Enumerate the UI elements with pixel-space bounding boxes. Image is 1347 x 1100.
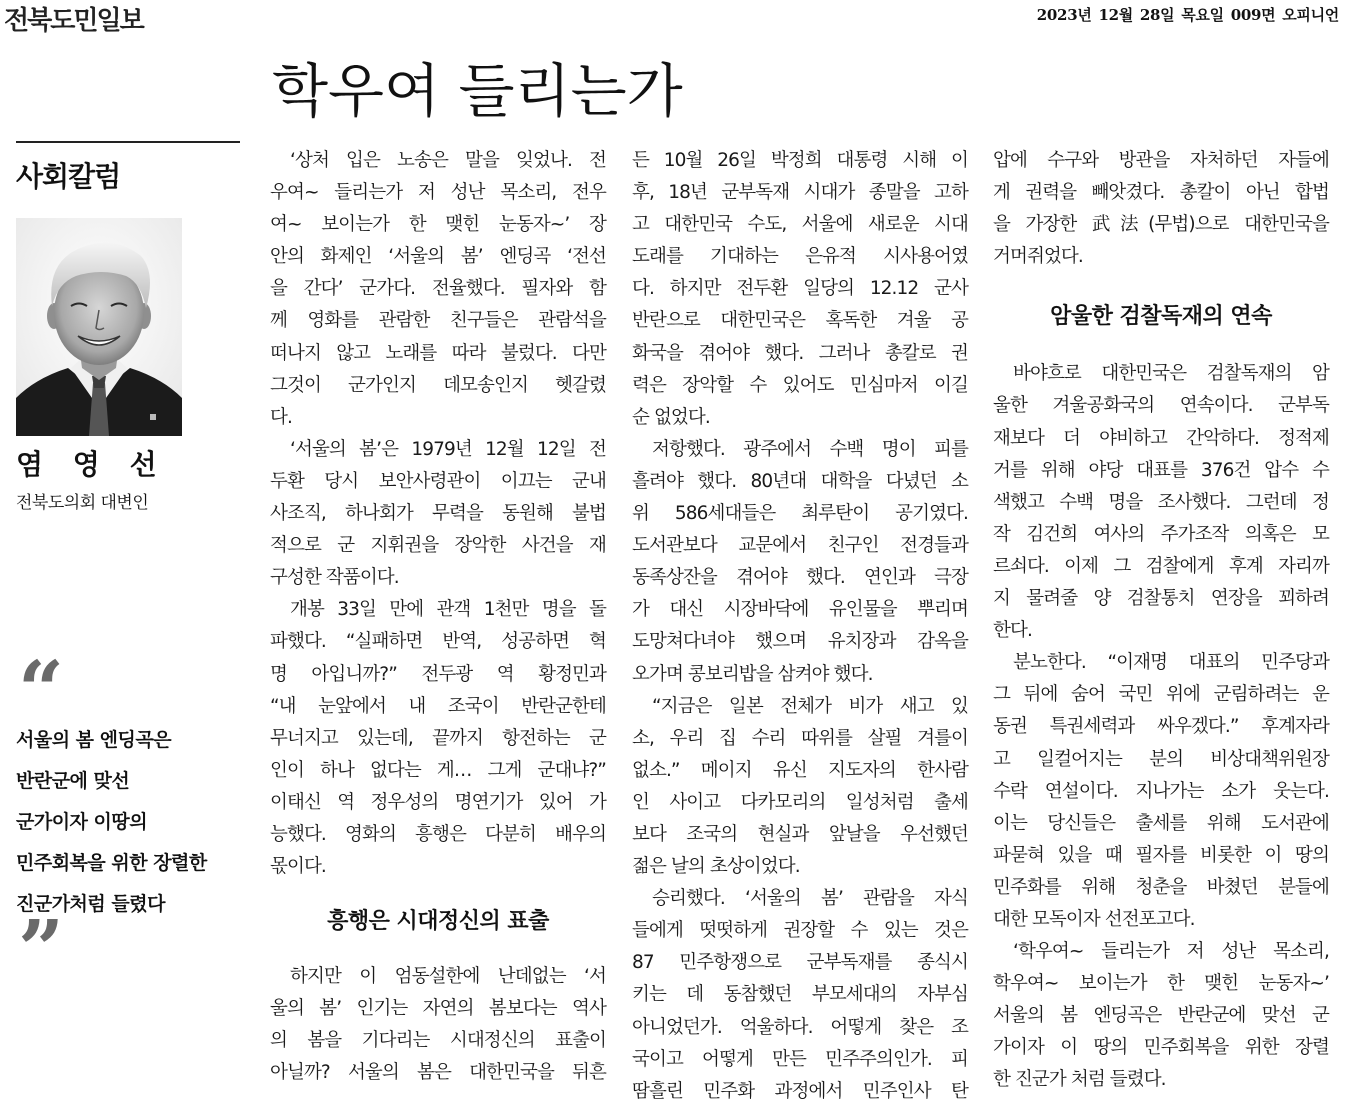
body-line: 능했다. 영화의 흥행은 다분히 배우의 <box>270 823 606 845</box>
body-line: 도래를 기대하는 은유적 시사용어였 <box>632 246 968 268</box>
body-line: 두환 당시 보안사령관이 이끄는 군내 <box>270 470 606 492</box>
body-line: 들에게 떳떳하게 권장할 수 있는 것은 <box>632 920 968 942</box>
body-line: 동족상잔을 겪어야 했다. 연인과 극장 <box>632 567 968 589</box>
body-line: 그 뒤에 숨어 국민 위에 군림하려는 운 <box>993 684 1329 706</box>
divider <box>16 141 240 143</box>
body-line: 민주화를 위해 청춘을 바쳤던 분들에 <box>993 876 1329 898</box>
body-line: 명 아입니까?” 전두광 역 황정민과 <box>270 663 606 685</box>
body-line: 국이고 어떻게 만든 민주주의인가. 피 <box>632 1048 968 1070</box>
body-line: 화국을 겪어야 했다. 그러나 총칼로 권 <box>632 342 968 364</box>
body-line: 울의 봄’ 인기는 자연의 봄보다는 역사 <box>270 998 606 1020</box>
body-line: 께 영화를 관람한 친구들은 관람석을 <box>270 310 606 332</box>
body-line: 여~ 보이는가 한 맺힌 눈동자~’ 장 <box>270 214 606 236</box>
body-line: 순 없었다. <box>632 406 710 428</box>
body-line: 사조직, 하나회가 무력을 동원해 불법 <box>270 503 606 525</box>
body-line: 87 민주항쟁으로 군부독재를 종식시 <box>632 952 968 974</box>
body-line: 한 진군가 처럼 들렸다. <box>993 1069 1166 1091</box>
body-line: 아니었던가. 억울하다. 어떻게 찾은 조 <box>632 1016 968 1038</box>
body-line: 하지만 이 엄동설한에 난데없는 ‘서 <box>290 966 606 988</box>
body-line: 한다. <box>993 620 1032 642</box>
body-line: 수락 연설이다. 지나가는 소가 웃는다. <box>993 780 1329 802</box>
body-line: 도서관보다 교문에서 친구인 전경들과 <box>632 535 968 557</box>
subheading: 흥행은 시대정신의 표출 <box>327 909 549 935</box>
sidebar <box>16 141 240 195</box>
body-line: 르쇠다. 이제 그 검찰에게 후계 자리까 <box>993 555 1329 577</box>
open-quote-icon: “ <box>18 643 65 737</box>
body-line: 색했고 수백 명을 조사했다. 그런데 정 <box>993 491 1329 513</box>
body-line: 이태신 역 정우성의 명연기가 있어 가 <box>270 791 606 813</box>
body-line: 고 대한민국 수도, 서울에 새로운 시대 <box>632 214 968 236</box>
body-line: 가이자 이 땅의 민주회복을 위한 장렬 <box>993 1037 1329 1059</box>
body-line: 게 권력을 빼앗겼다. 총칼이 아닌 합법 <box>993 182 1329 204</box>
body-line: 그것이 군가인지 데모송인지 헷갈렸 <box>270 374 606 396</box>
body-line: 땀흘린 민주화 과정에서 민주인사 탄 <box>632 1080 968 1100</box>
author-name: 염 영 선 <box>16 448 167 481</box>
body-line: 압에 수구와 방관을 자처하던 자들에 <box>993 150 1329 171</box>
dateline: 2023년 12월 28일 목요일 009면 오피니언 <box>1036 6 1339 24</box>
pull-quote-line: 민주회복을 위한 장렬한 <box>16 852 207 874</box>
author-title: 전북도의회 대변인 <box>16 493 149 513</box>
article-column-3 <box>993 145 1329 1097</box>
body-line: 적으로 군 지휘권을 장악한 사건을 재 <box>270 535 606 557</box>
body-line: 저항했다. 광주에서 수백 명이 피를 <box>652 438 968 460</box>
body-line: 인 사이고 다카모리의 일성처럼 출세 <box>632 791 968 813</box>
body-line: 의 봄을 기다리는 시대정신의 표출이 <box>270 1030 606 1052</box>
body-line: 키는 데 동참했던 부모세대의 자부심 <box>632 984 968 1006</box>
body-line: 다. 하지만 전두환 일당의 12.12 군사 <box>632 278 968 300</box>
body-line: 서울의 봄 엔딩곡은 반란군에 맞선 군 <box>993 1005 1329 1027</box>
body-line: 력은 장악할 수 있어도 민심마저 이길 <box>632 374 968 396</box>
body-line: 안의 화제인 ‘서울의 봄’ 엔딩곡 ‘전선 <box>270 246 606 268</box>
body-line: “내 눈앞에서 내 조국이 반란군한테 <box>270 695 606 717</box>
body-line: 아닐까? 서울의 봄은 대한민국을 뒤흔 <box>270 1062 606 1084</box>
body-line: 오가며 콩보리밥을 삼켜야 했다. <box>632 663 873 685</box>
body-line: 소, 우리 집 수리 따위를 살필 겨를이 <box>632 727 968 749</box>
pull-quote-line: 진군가처럼 들렸다 <box>16 893 165 915</box>
body-line: ‘서울의 봄’은 1979년 12월 12일 전 <box>290 438 606 460</box>
body-line: 재보다 더 야비하고 간악하다. 정적제 <box>993 427 1329 449</box>
body-line: 개봉 33일 만에 관객 1천만 명을 돌 <box>290 599 606 621</box>
body-line: 을 간다’ 군가다. 전율했다. 필자와 함 <box>270 278 606 300</box>
pull-quote <box>16 643 246 996</box>
subheading: 암울한 검찰독재의 연속 <box>1050 304 1272 330</box>
body-line: 동권 특권세력과 싸우겠다.” 후계자라 <box>993 716 1329 738</box>
body-line: 도망쳐다녀야 했으며 유치장과 감옥을 <box>632 631 968 653</box>
body-line: 거를 위해 야당 대표를 376건 압수 수 <box>993 459 1329 481</box>
body-line: 고 일컬어지는 분의 비상대책위원장 <box>993 748 1329 770</box>
body-line: 무너지고 있는데, 끝까지 항전하는 군 <box>270 727 606 749</box>
body-line: 파했다. “실패하면 반역, 성공하면 혁 <box>270 631 606 653</box>
body-line: 떠나지 않고 노래를 따라 불렀다. 다만 <box>270 342 606 364</box>
headline: 학우여 들리는가 <box>272 57 683 125</box>
body-line: 반란으로 대한민국은 혹독한 겨울 공 <box>632 310 968 332</box>
body-line: 든 10월 26일 박정희 대통령 시해 이 <box>632 150 968 171</box>
body-line: 학우여~ 보이는가 한 맺힌 눈동자~’ <box>993 973 1329 995</box>
article-column-2 <box>632 145 968 1100</box>
close-quote-icon: ” <box>18 902 65 996</box>
pull-quote-line: 군가이자 이땅의 <box>16 811 148 833</box>
body-line: 몫이다. <box>270 856 326 878</box>
section-label: 사회칼럼 <box>16 160 121 193</box>
body-line: “지금은 일본 전체가 비가 새고 있 <box>652 695 968 717</box>
body-line: 가 대신 시장바닥에 유인물을 뿌리며 <box>632 599 968 621</box>
article-column-1 <box>270 145 606 1090</box>
body-line: 없소.” 메이지 유신 지도자의 한사람 <box>632 759 968 781</box>
body-line: 바야흐로 대한민국은 검찰독재의 암 <box>1013 363 1329 385</box>
body-line: 인이 하나 없다는 게… 그게 군대냐?” <box>270 759 606 781</box>
body-line: 거머쥐었다. <box>993 246 1083 268</box>
body-line: 젊은 날의 초상이었다. <box>632 856 800 878</box>
body-line: 지 물려줄 양 검찰통치 연장을 꾀하려 <box>993 588 1329 610</box>
body-line: 울한 겨울공화국의 연속이다. 군부독 <box>993 395 1329 417</box>
pull-quote-line: 서울의 봄 엔딩곡은 <box>16 729 172 751</box>
body-line: 위 586세대들은 최루탄이 공기였다. <box>632 503 968 525</box>
body-line: 구성한 작품이다. <box>270 567 399 589</box>
body-line: 대한 모독이자 선전포고다. <box>993 908 1195 930</box>
body-line: 보다 조국의 현실과 앞날을 우선했던 <box>632 823 968 845</box>
body-line: 작 김건희 여사의 주가조작 의혹은 모 <box>993 523 1329 545</box>
body-line: ‘상처 입은 노송은 말을 잊었나. 전 <box>290 150 606 171</box>
body-line: 분노한다. “이재명 대표의 민주당과 <box>1013 652 1329 674</box>
body-line: ‘학우여~ 들리는가 저 성난 목소리, <box>1013 941 1329 963</box>
author-portrait-icon <box>16 218 182 436</box>
body-line: 승리했다. ‘서울의 봄’ 관람을 자식 <box>652 888 968 910</box>
body-line: 다. <box>270 406 292 428</box>
body-line: 파묻혀 있을 때 필자를 비롯한 이 땅의 <box>993 844 1329 866</box>
body-line: 흘려야 했다. 80년대 대학을 다녔던 소 <box>632 470 968 492</box>
masthead: 전북도민일보 <box>4 6 143 36</box>
body-line: 우여~ 들리는가 저 성난 목소리, 전우 <box>270 182 606 204</box>
body-line: 을 가장한 武法(무법)으로 대한민국을 <box>993 214 1329 236</box>
body-line: 이는 당신들은 출세를 위해 도서관에 <box>993 812 1329 834</box>
pull-quote-line: 반란군에 맞선 <box>16 770 130 792</box>
body-line: 후, 18년 군부독재 시대가 종말을 고하 <box>632 182 968 204</box>
